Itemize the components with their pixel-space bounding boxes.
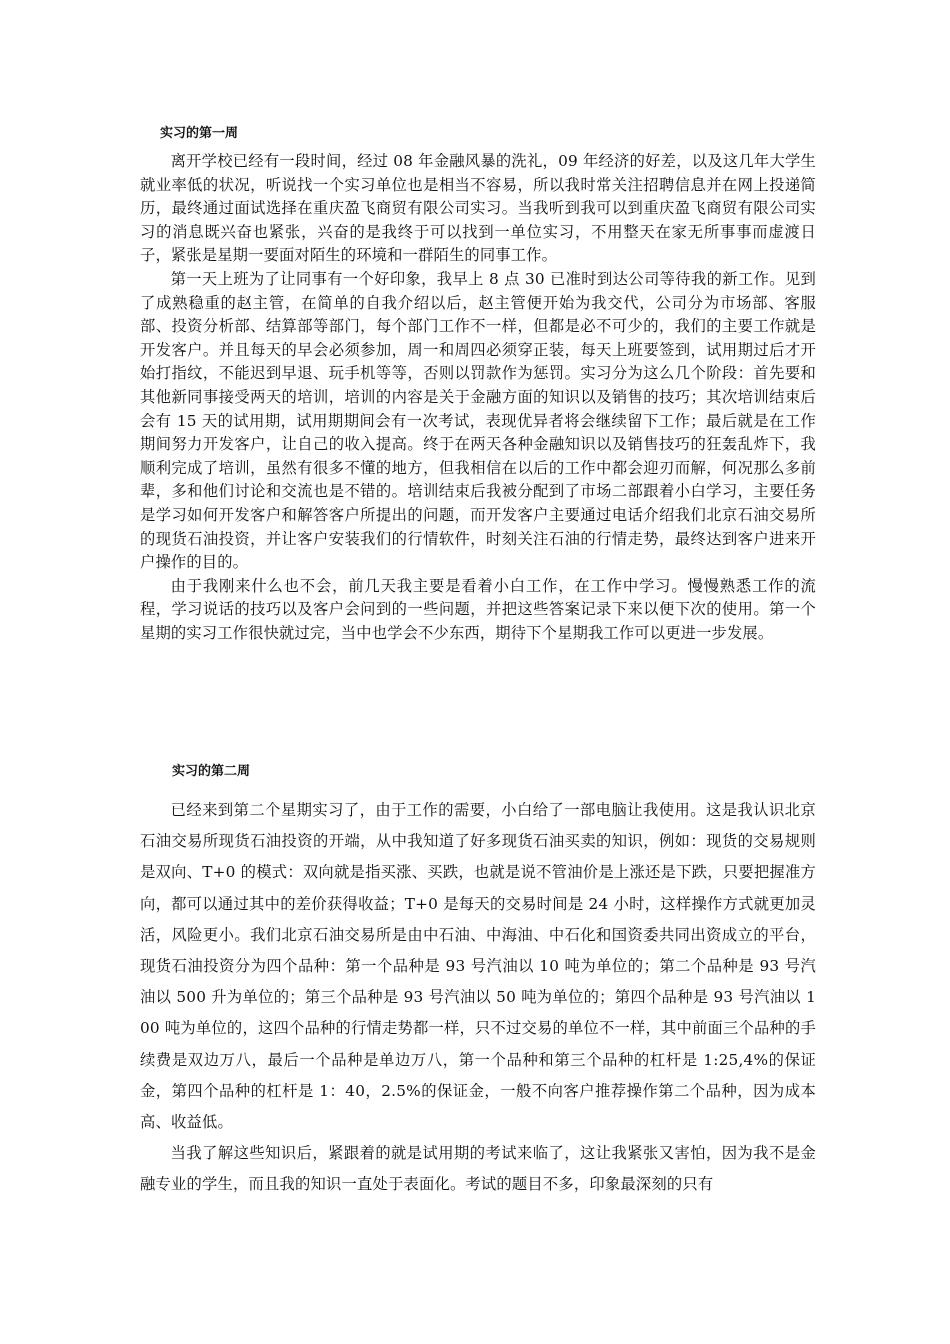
section-week-two — [140, 762, 816, 1201]
paragraph: 第一天上班为了让同事有一个好印象，我早上 8 点 30 已准时到达公司等待我的新工作。见到了成熟稳重的赵主管，在简单的自我介绍以后，赵主管便开始为我交代，公司分为市场部、客服部、投资分析部、结算部等部门，每个部门工作不一样，但都是必不可少的，我们的主要工作就是开发客户。并且每天的早会必须参加，周一和周四必须穿正装，每天上班要签到，试用期过后才开始打指纹，不能迟到早退、玩手机等等，否则以罚款作为惩罚。实习分为这么几个阶段：首先要和其他新同事接受两天的培训，培训的内容是关于金融方面的知识以及销售的技巧；其次培训结束后会有 15 天的试用期，试用期期间会有一次考试，表现优异者将会继续留下工作；最后就是在工作期间努力开发客户，让自己的收入提高。终于在两天各种金融知识以及销售技巧的狂轰乱炸下，我顺利完成了培训，虽然有很多不懂的地方，但我相信在以后的工作中都会迎刃而解，何况那么多前辈，多和他们讨论和交流也是不错的。培训结束后我被分配到了市场二部跟着小白学习，主要任务是学习如何开发客户和解答客户所提出的问题，而开发客户主要通过电话介绍我们北京石油交易所的现货石油投资，并让客户安装我们的行情软件，时刻关注石油的行情走势，最终达到客户进来开户操作的目的。 — [140, 269, 816, 572]
paragraph: 离开学校已经有一段时间，经过 08 年金融风暴的洗礼，09 年经济的好差，以及这几年大学生就业率低的状况，听说找一个实习单位也是相当不容易，所以我时常关注招聘信息并在网上投递简历，最终通过面试选择在重庆盈飞商贸有限公司实习。当我听到我可以到重庆盈飞商贸有限公司实习的消息既兴奋也紧张，兴奋的是我终于可以找到一单位实习，不用整天在家无所事事而虚渡日子，紧张是星期一要面对陌生的环境和一群陌生的同事工作。 — [140, 152, 816, 265]
paragraph: 由于我刚来什么也不会，前几天我主要是看着小白工作，在工作中学习。慢慢熟悉工作的流程，学习说话的技巧以及客户会问到的一些问题，并把这些答案记录下来以便下次的使用。第一个星期的实习工作很快就过完，当中也学会不少东西，期待下个星期我工作可以更进一步发展。 — [140, 576, 816, 642]
paragraph: 当我了解这些知识后，紧跟着的就是试用期的考试来临了，这让我紧张又害怕，因为我不是金融专业的学生，而且我的知识一直处于表面化。考试的题目不多，印象最深刻的只有 — [140, 1144, 816, 1194]
section-week-one — [140, 124, 816, 645]
paragraph: 已经来到第二个星期实习了，由于工作的需要，小白给了一部电脑让我使用。这是我认识北京石油交易所现货石油投资的开端，从中我知道了好多现货石油买卖的知识，例如：现货的交易规则是双向、T+0 的模式：双向就是指买涨、买跌，也就是说不管油价是上涨还是下跌，只要把握准方向，都可以通过其中的差价获得收益；T+0 是每天的交易时间是 24 小时，这样操作方式就更加灵活，风险更小。我们北京石油交易所是由中石油、中海油、中石化和国资委共同出资成立的平台，现货石油投资分为四个品种：第一个品种是 93 号汽油以 10 吨为单位的；第二个品种是 93 号汽油以 500 升为单位的；第三个品种是 93 号汽油以 50 吨为单位的；第四个品种是 93 号汽油以 100 吨为单位的，这四个品种的行情走势都一样，只不过交易的单位不一样，其中前面三个品种的手续费是双边万八，最后一个品种是单边万八，第一个品种和第三个品种的杠杆是 1:25,4%的保证金，第四个品种的杠杆是 1：40，2.5%的保证金，一般不向客户推荐操作第二个品种，因为成本高、收益低。 — [140, 801, 816, 1132]
section-heading: 实习的第一周 — [160, 126, 239, 141]
section-heading: 实习的第二周 — [172, 764, 251, 779]
